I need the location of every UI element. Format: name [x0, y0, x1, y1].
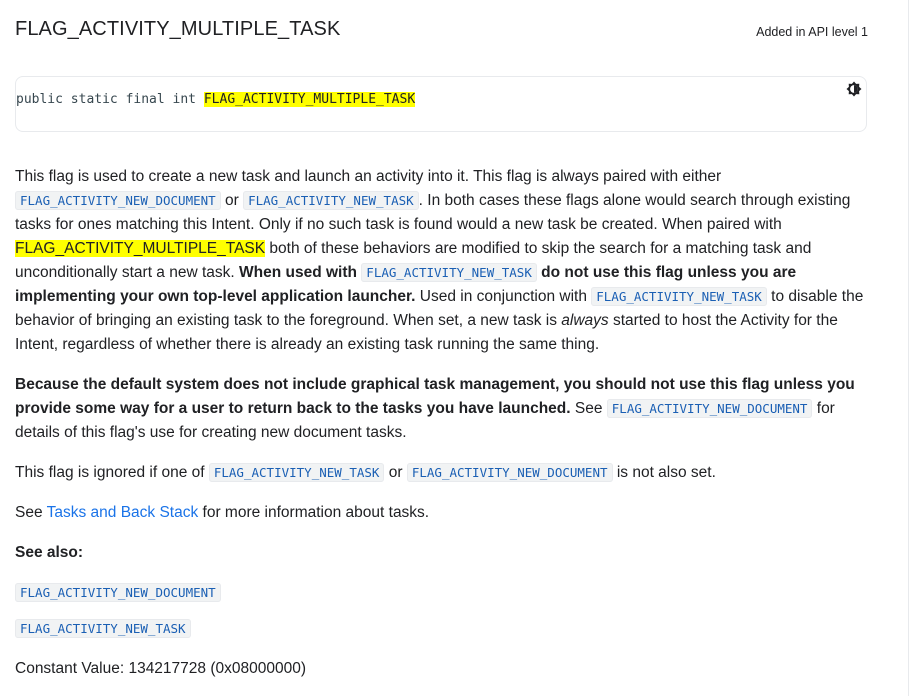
description-paragraph-3 — [15, 461, 875, 485]
bold-text: Because the default system does not include graphical task management, you should not use this flag unless you provide some way for a user to return back to the tasks you have launched. — [15, 376, 855, 417]
content-right-border — [908, 0, 909, 696]
tasks-and-back-stack-link[interactable]: Tasks and Back Stack — [46, 504, 199, 521]
code-ref-new-task: FLAG_ACTIVITY_NEW_TASK — [209, 463, 385, 482]
code-ref-new-document: FLAG_ACTIVITY_NEW_DOCUMENT — [407, 463, 613, 482]
see-also-new-document-link[interactable]: FLAG_ACTIVITY_NEW_DOCUMENT — [15, 583, 221, 602]
see-also-new-task-link[interactable]: FLAG_ACTIVITY_NEW_TASK — [15, 619, 191, 638]
text: See — [15, 504, 47, 521]
see-also-list — [15, 581, 875, 641]
text: or — [384, 464, 407, 481]
code-ref-new-task: FLAG_ACTIVITY_NEW_TASK — [361, 263, 537, 282]
constant-title: FLAG_ACTIVITY_MULTIPLE_TASK — [15, 18, 341, 40]
text: or — [220, 192, 244, 209]
text: is not also set. — [612, 464, 716, 481]
see-also-item — [15, 581, 875, 605]
text: Used in conjunction with — [415, 288, 592, 305]
text: started to host the Activity for the Intent, regardless of whether there is already an existing task running the same thing. — [15, 312, 838, 353]
signature-text — [16, 92, 415, 107]
text: See — [570, 400, 607, 417]
text: both of these behaviors are modified to skip the search for a matching task and unconditionally start a new task. — [15, 240, 812, 281]
italic-text: always — [561, 312, 609, 329]
signature-code-block — [15, 76, 867, 132]
description-paragraph-2 — [15, 373, 875, 445]
see-also-item — [15, 617, 875, 641]
brightness-icon[interactable] — [846, 81, 862, 97]
text: for details of this flag's use for creating new document tasks. — [15, 400, 835, 441]
see-also-heading — [15, 541, 875, 565]
text: This flag is ignored if one of — [15, 464, 209, 481]
text: . In both cases these flags alone would search through existing tasks for ones matching this Intent. Only if no such task is found would a new task be created. When paired with — [15, 192, 851, 233]
brightness-icon-graphic — [846, 81, 862, 97]
description-paragraph-1 — [15, 165, 875, 357]
constant-header — [15, 16, 868, 46]
signature-constant-name: FLAG_ACTIVITY_MULTIPLE_TASK — [203, 92, 416, 107]
code-ref-new-document: FLAG_ACTIVITY_NEW_DOCUMENT — [607, 399, 813, 418]
text: to disable the behavior of bringing an existing task to the foreground. When set, a new task is — [15, 288, 864, 329]
signature-modifiers: public static final int — [16, 92, 204, 107]
code-ref-new-task: FLAG_ACTIVITY_NEW_TASK — [591, 287, 767, 306]
code-ref-new-task: FLAG_ACTIVITY_NEW_TASK — [243, 191, 419, 210]
api-level-label: Added in API level 1 — [756, 25, 868, 39]
description-body — [15, 165, 875, 697]
bold-text: do not use this flag unless you are implementing your own top-level application launcher. — [15, 264, 797, 305]
highlighted-constant-name: FLAG_ACTIVITY_MULTIPLE_TASK — [15, 240, 266, 257]
description-paragraph-4 — [15, 501, 875, 525]
text: This flag is used to create a new task and launch an activity into it. This flag is always paired with either — [15, 168, 722, 185]
text: for more information about tasks. — [198, 504, 430, 521]
see-also-label: See also: — [15, 544, 84, 561]
constant-value: Constant Value: 134217728 (0x08000000) — [15, 660, 306, 677]
bold-text: When used with — [239, 264, 362, 281]
code-ref-new-document: FLAG_ACTIVITY_NEW_DOCUMENT — [15, 191, 221, 210]
